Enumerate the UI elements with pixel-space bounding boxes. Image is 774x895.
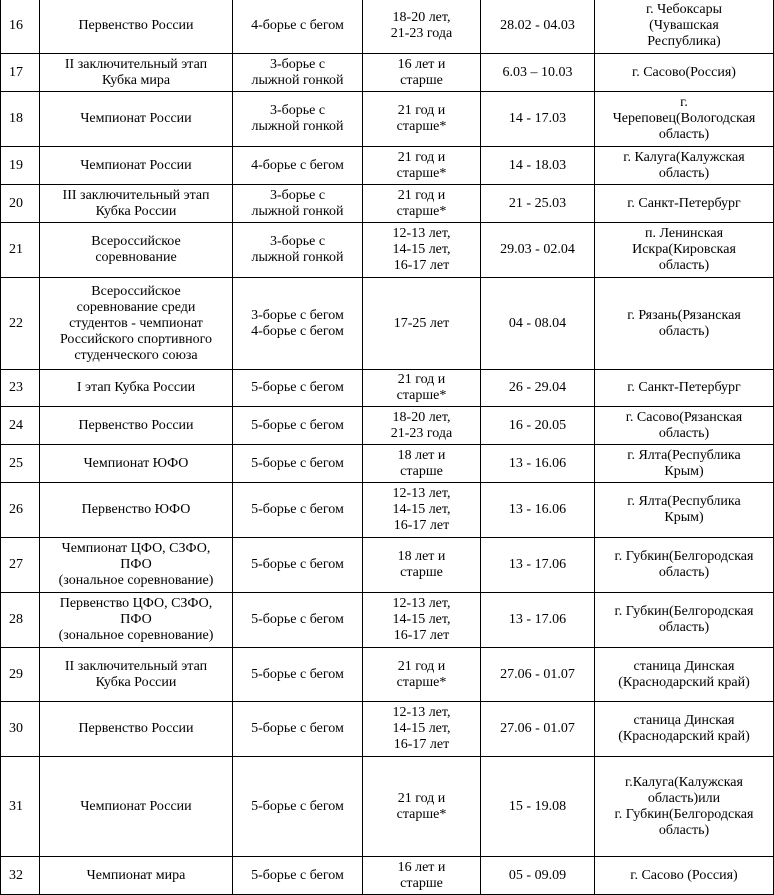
- table-row: [1, 54, 774, 92]
- event-name: III заключительный этап Кубка России: [40, 185, 233, 223]
- event-place: г.Калуга(Калужская область)или г. Губкин(Белгородская область): [595, 757, 774, 857]
- age-group: 12-13 лет, 14-15 лет, 16-17 лет: [363, 223, 481, 278]
- event-dates: 14 - 17.03: [481, 92, 595, 147]
- event-place: г. Рязань(Рязанская область): [595, 278, 774, 370]
- discipline: 5-борье с бегом: [233, 483, 363, 538]
- event-place: г. Ялта(Республика Крым): [595, 445, 774, 483]
- event-dates: 13 - 17.06: [481, 593, 595, 648]
- row-number: 23: [1, 370, 40, 407]
- event-place: п. Ленинская Искра(Кировская область): [595, 223, 774, 278]
- event-dates: 13 - 17.06: [481, 538, 595, 593]
- table-row: [1, 857, 774, 895]
- age-group: 12-13 лет, 14-15 лет, 16-17 лет: [363, 702, 481, 757]
- event-name: Чемпионат России: [40, 92, 233, 147]
- event-place: г. Чебоксары (Чувашская Республика): [595, 0, 774, 54]
- event-place: г. Сасово(Россия): [595, 54, 774, 92]
- event-name: Чемпионат ЦФО, СЗФО, ПФО (зональное соревнование): [40, 538, 233, 593]
- row-number: 19: [1, 147, 40, 185]
- event-name: Чемпионат России: [40, 757, 233, 857]
- table-row: [1, 278, 774, 370]
- row-number: 24: [1, 407, 40, 445]
- table-row: [1, 407, 774, 445]
- event-name: Первенство России: [40, 407, 233, 445]
- discipline: 5-борье с бегом: [233, 702, 363, 757]
- event-dates: 26 - 29.04: [481, 370, 595, 407]
- event-dates: 13 - 16.06: [481, 445, 595, 483]
- age-group: 16 лет и старше: [363, 857, 481, 895]
- table-row: [1, 538, 774, 593]
- age-group: 18-20 лет, 21-23 года: [363, 0, 481, 54]
- event-name: Первенство ЦФО, СЗФО, ПФО (зональное соревнование): [40, 593, 233, 648]
- event-name: Первенство ЮФО: [40, 483, 233, 538]
- event-place: г. Ялта(Республика Крым): [595, 483, 774, 538]
- event-dates: 15 - 19.08: [481, 757, 595, 857]
- row-number: 21: [1, 223, 40, 278]
- discipline: 3-борье с лыжной гонкой: [233, 185, 363, 223]
- row-number: 26: [1, 483, 40, 538]
- event-name: II заключительный этап Кубка мира: [40, 54, 233, 92]
- table-row: [1, 92, 774, 147]
- row-number: 16: [1, 0, 40, 54]
- event-name: Первенство России: [40, 702, 233, 757]
- table-body: [1, 0, 774, 895]
- event-place: станица Динская (Краснодарский край): [595, 648, 774, 702]
- age-group: 12-13 лет, 14-15 лет, 16-17 лет: [363, 483, 481, 538]
- discipline: 3-борье с лыжной гонкой: [233, 92, 363, 147]
- table-row: [1, 223, 774, 278]
- age-group: 12-13 лет, 14-15 лет, 16-17 лет: [363, 593, 481, 648]
- age-group: 21 год и старше*: [363, 147, 481, 185]
- row-number: 25: [1, 445, 40, 483]
- age-group: 18-20 лет, 21-23 года: [363, 407, 481, 445]
- age-group: 21 год и старше*: [363, 185, 481, 223]
- table-row: [1, 648, 774, 702]
- discipline: 5-борье с бегом: [233, 538, 363, 593]
- row-number: 28: [1, 593, 40, 648]
- table-row: [1, 370, 774, 407]
- row-number: 29: [1, 648, 40, 702]
- event-name: Всероссийское соревнование: [40, 223, 233, 278]
- event-dates: 6.03 – 10.03: [481, 54, 595, 92]
- event-dates: 29.03 - 02.04: [481, 223, 595, 278]
- table-row: [1, 445, 774, 483]
- age-group: 18 лет и старше: [363, 445, 481, 483]
- discipline: 5-борье с бегом: [233, 445, 363, 483]
- discipline: 5-борье с бегом: [233, 407, 363, 445]
- row-number: 30: [1, 702, 40, 757]
- table-row: [1, 593, 774, 648]
- age-group: 17-25 лет: [363, 278, 481, 370]
- row-number: 20: [1, 185, 40, 223]
- event-name: Чемпионат ЮФО: [40, 445, 233, 483]
- discipline: 4-борье с бегом: [233, 147, 363, 185]
- age-group: 21 год и старше*: [363, 92, 481, 147]
- event-dates: 13 - 16.06: [481, 483, 595, 538]
- row-number: 32: [1, 857, 40, 895]
- event-dates: 14 - 18.03: [481, 147, 595, 185]
- age-group: 21 год и старше*: [363, 370, 481, 407]
- event-place: г. Губкин(Белгородская область): [595, 538, 774, 593]
- table-row: [1, 483, 774, 538]
- age-group: 21 год и старше*: [363, 757, 481, 857]
- event-place: г. Санкт-Петербург: [595, 370, 774, 407]
- table-row: [1, 147, 774, 185]
- event-place: г. Калуга(Калужская область): [595, 147, 774, 185]
- event-name: I этап Кубка России: [40, 370, 233, 407]
- table-row: [1, 702, 774, 757]
- discipline: 5-борье с бегом: [233, 757, 363, 857]
- event-name: Чемпионат мира: [40, 857, 233, 895]
- row-number: 18: [1, 92, 40, 147]
- event-place: станица Динская (Краснодарский край): [595, 702, 774, 757]
- event-dates: 16 - 20.05: [481, 407, 595, 445]
- row-number: 27: [1, 538, 40, 593]
- row-number: 22: [1, 278, 40, 370]
- discipline: 5-борье с бегом: [233, 593, 363, 648]
- discipline: 5-борье с бегом: [233, 857, 363, 895]
- discipline: 5-борье с бегом: [233, 648, 363, 702]
- event-place: г. Санкт-Петербург: [595, 185, 774, 223]
- event-dates: 21 - 25.03: [481, 185, 595, 223]
- event-name: II заключительный этап Кубка России: [40, 648, 233, 702]
- event-dates: 28.02 - 04.03: [481, 0, 595, 54]
- row-number: 17: [1, 54, 40, 92]
- event-name: Первенство России: [40, 0, 233, 54]
- age-group: 16 лет и старше: [363, 54, 481, 92]
- event-place: г. Череповец(Вологодская область): [595, 92, 774, 147]
- table-row: [1, 757, 774, 857]
- discipline: 3-борье с лыжной гонкой: [233, 54, 363, 92]
- table-row: [1, 0, 774, 54]
- event-place: г. Сасово(Рязанская область): [595, 407, 774, 445]
- discipline: 3-борье с лыжной гонкой: [233, 223, 363, 278]
- event-name: Всероссийское соревнование среди студентов - чемпионат Российского спортивного студенческого союза: [40, 278, 233, 370]
- event-dates: 05 - 09.09: [481, 857, 595, 895]
- discipline: 3-борье с бегом 4-борье с бегом: [233, 278, 363, 370]
- event-dates: 04 - 08.04: [481, 278, 595, 370]
- event-dates: 27.06 - 01.07: [481, 702, 595, 757]
- discipline: 4-борье с бегом: [233, 0, 363, 54]
- discipline: 5-борье с бегом: [233, 370, 363, 407]
- table-row: [1, 185, 774, 223]
- event-name: Чемпионат России: [40, 147, 233, 185]
- age-group: 18 лет и старше: [363, 538, 481, 593]
- event-dates: 27.06 - 01.07: [481, 648, 595, 702]
- event-place: г. Губкин(Белгородская область): [595, 593, 774, 648]
- age-group: 21 год и старше*: [363, 648, 481, 702]
- row-number: 31: [1, 757, 40, 857]
- event-place: г. Сасово (Россия): [595, 857, 774, 895]
